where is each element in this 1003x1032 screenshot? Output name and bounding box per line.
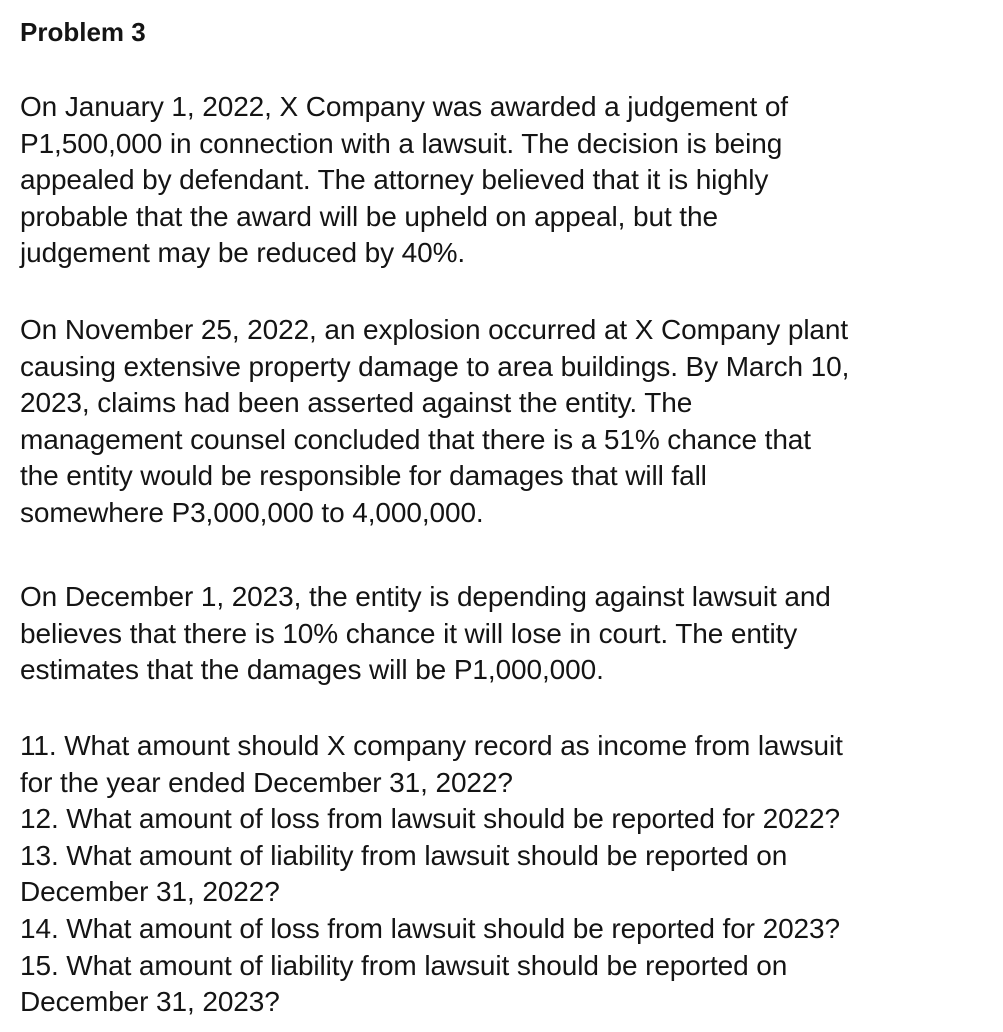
question-line: 12. What amount of loss from lawsuit should be reported for 2022? (20, 803, 840, 835)
paragraph-line: estimates that the damages will be P1,000,000. (20, 654, 604, 686)
question-item-13 (20, 838, 995, 911)
paragraph-line: the entity would be responsible for damages that will fall (20, 460, 707, 492)
paragraph-judgement (20, 89, 995, 272)
paragraph-explosion (20, 312, 995, 532)
paragraph-line: On November 25, 2022, an explosion occurred at X Company plant (20, 314, 849, 345)
question-line: 15. What amount of liability from lawsuit should be reported on (20, 949, 788, 981)
question-line: for the year ended December 31, 2022? (20, 766, 513, 798)
paragraph-line: somewhere P3,000,000 to 4,000,000. (20, 496, 484, 528)
question-item-12 (20, 801, 995, 838)
page-title: Problem 3 (20, 17, 146, 47)
question-line: 11. What amount should X company record as income from lawsuit (20, 730, 843, 761)
question-item-15 (20, 948, 995, 1021)
question-line: December 31, 2023? (20, 986, 280, 1018)
paragraph-line: judgement may be reduced by 40%. (20, 237, 466, 269)
question-line: 14. What amount of loss from lawsuit should be reported for 2023? (20, 912, 840, 944)
paragraph-line: On January 1, 2022, X Company was awarded a judgement of (20, 91, 788, 122)
paragraph-line: appealed by defendant. The attorney believed that it is highly (20, 164, 769, 196)
question-line: 13. What amount of liability from lawsuit should be reported on (20, 839, 788, 871)
paragraph-line: management counsel concluded that there is a 51% chance that (20, 423, 811, 455)
question-item-14 (20, 911, 995, 948)
paragraph-line: believes that there is 10% chance it will lose in court. The entity (20, 617, 798, 649)
paragraph-line: On December 1, 2023, the entity is depending against lawsuit and (20, 581, 831, 612)
paragraph-line: causing extensive property damage to area buildings. By March 10, (20, 350, 850, 382)
paragraph-defense (20, 579, 995, 689)
paragraph-line: P1,500,000 in connection with a lawsuit. The decision is being (20, 127, 783, 159)
paragraph-line: probable that the award will be upheld on appeal, but the (20, 200, 718, 232)
paragraph-line: 2023, claims had been asserted against the entity. The (20, 387, 693, 419)
question-list (20, 728, 995, 1021)
question-item-11 (20, 728, 995, 801)
question-line: December 31, 2022? (20, 876, 280, 908)
